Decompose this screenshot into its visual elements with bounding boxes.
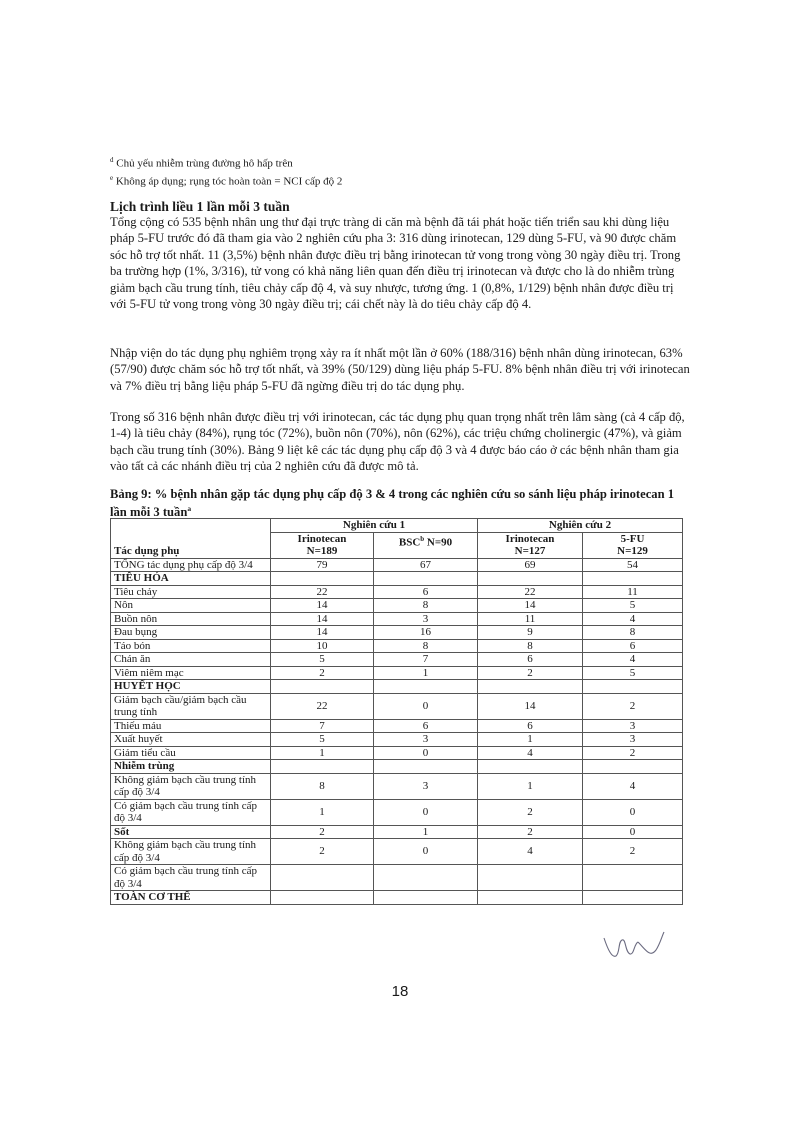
value-cell: 3: [583, 733, 683, 747]
value-cell: 0: [374, 839, 478, 865]
footnote-text: Chủ yếu nhiễm trùng đường hô hấp trên: [116, 157, 293, 170]
value-cell: 6: [478, 653, 583, 667]
value-cell: 2: [583, 693, 683, 719]
table-row: [111, 799, 683, 825]
value-cell: [478, 865, 583, 891]
value-cell: 2: [583, 746, 683, 760]
row-label: Buồn nôn: [111, 612, 271, 626]
row-label: Không giảm bạch cầu trung tính cấp độ 3/4: [111, 773, 271, 799]
value-cell: 0: [374, 746, 478, 760]
table-row: [111, 839, 683, 865]
value-cell: 4: [583, 773, 683, 799]
header-arm: [374, 532, 478, 558]
row-label: TỔNG tác dụng phụ cấp độ 3/4: [111, 558, 271, 572]
row-label: Đau bụng: [111, 626, 271, 640]
value-cell: 1: [478, 733, 583, 747]
header-adverse-event: Tác dụng phụ: [111, 532, 271, 558]
value-cell: 14: [478, 599, 583, 613]
value-cell: 3: [374, 773, 478, 799]
footnotes: [110, 153, 342, 188]
value-cell: 8: [374, 599, 478, 613]
value-cell: 2: [478, 666, 583, 680]
value-cell: 79: [271, 558, 374, 572]
value-cell: [374, 680, 478, 694]
row-label: Không giảm bạch cầu trung tính cấp độ 3/4: [111, 839, 271, 865]
value-cell: [478, 760, 583, 774]
footnote-d: [110, 153, 342, 171]
table-header-row-studies: [111, 519, 683, 533]
value-cell: 3: [583, 719, 683, 733]
value-cell: 8: [374, 639, 478, 653]
value-cell: 4: [583, 653, 683, 667]
value-cell: 7: [271, 719, 374, 733]
value-cell: [583, 680, 683, 694]
value-cell: 22: [271, 585, 374, 599]
value-cell: 5: [583, 599, 683, 613]
value-cell: 1: [478, 773, 583, 799]
value-cell: [374, 760, 478, 774]
value-cell: 14: [478, 693, 583, 719]
row-label: Nôn: [111, 599, 271, 613]
section-label: TIÊU HÓA: [111, 572, 271, 586]
value-cell: 69: [478, 558, 583, 572]
value-cell: 9: [478, 626, 583, 640]
table-row: [111, 865, 683, 891]
table-section-row: [111, 572, 683, 586]
value-cell: 4: [478, 839, 583, 865]
value-cell: 3: [374, 733, 478, 747]
table-title: [110, 487, 690, 519]
row-label: Xuất huyết: [111, 733, 271, 747]
value-cell: 2: [271, 666, 374, 680]
value-cell: 6: [374, 719, 478, 733]
value-cell: 5: [583, 666, 683, 680]
header-empty-cell: [111, 519, 271, 533]
table-row: [111, 719, 683, 733]
paragraph-3: Trong số 316 bệnh nhân được điều trị với irinotecan, các tác dụng phụ quan trọng nhất trên lâm sàng (cả 4 cấp độ, 1-4) là tiêu chảy (84%), rụng tóc (72%), buồn nôn (70%), nôn (62%), các triệu chứng cholinergic (47%), và giảm bạch cầu trung tính (30%). Bảng 9 liệt kê các tác dụng phụ cấp độ 3 và 4 được báo cáo ở các bệnh nhân tham gia vào tất cả các nhánh điều trị của 2 nghiên cứu đã được mô tả.: [110, 410, 685, 474]
arm-n: N=127: [514, 545, 546, 557]
row-label: Có giảm bạch cầu trung tính cấp độ 3/4: [111, 799, 271, 825]
value-cell: 2: [271, 825, 374, 839]
value-cell: [374, 891, 478, 905]
value-cell: [583, 865, 683, 891]
value-cell: 54: [583, 558, 683, 572]
value-cell: 16: [374, 626, 478, 640]
table-section-row: [111, 680, 683, 694]
value-cell: [374, 865, 478, 891]
arm-name: 5-FU: [620, 532, 645, 545]
row-label: Thiếu máu: [111, 719, 271, 733]
value-cell: [271, 891, 374, 905]
row-label: Táo bón: [111, 639, 271, 653]
table-row: [111, 773, 683, 799]
value-cell: 8: [478, 639, 583, 653]
value-cell: 11: [478, 612, 583, 626]
footnote-mark: e: [110, 173, 114, 182]
row-label: Giảm tiểu cầu: [111, 746, 271, 760]
value-cell: 2: [478, 799, 583, 825]
section-label: HUYẾT HỌC: [111, 680, 271, 694]
table-row: [111, 666, 683, 680]
header-arm: [583, 532, 683, 558]
table-section-row: [111, 891, 683, 905]
page-number: 18: [391, 983, 409, 1000]
value-cell: 6: [374, 585, 478, 599]
value-cell: 2: [271, 839, 374, 865]
value-cell: [583, 891, 683, 905]
footnote-text: Không áp dụng; rụng tóc hoàn toàn = NCI cấp độ 2: [115, 175, 343, 188]
section-label: Sốt: [111, 825, 271, 839]
value-cell: [374, 572, 478, 586]
table-row: [111, 653, 683, 667]
value-cell: 6: [478, 719, 583, 733]
table-section-row: [111, 825, 683, 839]
value-cell: [271, 572, 374, 586]
value-cell: 7: [374, 653, 478, 667]
value-cell: [478, 680, 583, 694]
footnote-e: [110, 171, 342, 189]
table-header-row-arms: [111, 532, 683, 558]
arm-name: BSC: [398, 536, 421, 549]
section-label: TOÀN CƠ THỂ: [111, 891, 271, 905]
value-cell: [478, 572, 583, 586]
value-cell: 0: [374, 693, 478, 719]
value-cell: 8: [583, 626, 683, 640]
table-title-text: Bảng 9: % bệnh nhân gặp tác dụng phụ cấp độ 3 & 4 trong các nghiên cứu so sánh liệu pháp irinotecan 1 lần mỗi 3 tuần: [110, 487, 675, 519]
adverse-events-table: [110, 518, 683, 905]
value-cell: 5: [271, 653, 374, 667]
table-row: [111, 558, 683, 572]
value-cell: 1: [374, 666, 478, 680]
row-label: Tiêu chảy: [111, 585, 271, 599]
value-cell: 22: [271, 693, 374, 719]
value-cell: 1: [271, 799, 374, 825]
handwritten-signature: [598, 928, 668, 964]
value-cell: [583, 572, 683, 586]
section-title: Lịch trình liều 1 lần mỗi 3 tuần: [110, 199, 290, 214]
footnote-mark: d: [110, 156, 114, 164]
value-cell: 14: [271, 612, 374, 626]
row-label: Chán ăn: [111, 653, 271, 667]
table-row: [111, 639, 683, 653]
table-row: [111, 733, 683, 747]
value-cell: 11: [583, 585, 683, 599]
paragraph-1: Tổng cộng có 535 bệnh nhân ung thư đại trực tràng di căn mà bệnh đã tái phát hoặc tiến triển sau khi dùng liệu pháp 5-FU trước đó đã tham gia vào 2 nghiên cứu pha 3: 316 dùng irinotecan, 129 dùng 5-FU, và 90 được chăm sóc hỗ trợ tốt nhất. 11 (3,5%) bệnh nhân được điều trị bằng irinotecan tử vong trong vòng 30 ngày điều trị. Trong ba trường hợp (1%, 3/316), tử vong có khả năng liên quan đến điều trị irinotecan và được cho là do nhiễm trùng giảm bạch cầu trung tính, tiêu chảy cấp độ 4, và suy nhược, tương ứng. 1 (0,8%, 1/129) bệnh nhân được điều trị với 5-FU tử vong trong vòng 30 ngày điều trị; cái chết này là do tiêu chảy cấp độ 4.: [110, 215, 681, 312]
arm-n: N=90: [424, 536, 453, 549]
value-cell: 6: [583, 639, 683, 653]
value-cell: [271, 680, 374, 694]
value-cell: 8: [271, 773, 374, 799]
value-cell: 67: [374, 558, 478, 572]
table-row: [111, 693, 683, 719]
row-label: Có giảm bạch cầu trung tính cấp độ 3/4: [111, 865, 271, 891]
value-cell: 5: [271, 733, 374, 747]
value-cell: [271, 760, 374, 774]
table-title-footnote-mark: a: [187, 503, 192, 513]
arm-n: N=129: [617, 545, 648, 557]
section-label: Nhiễm trùng: [111, 760, 271, 774]
value-cell: 3: [374, 612, 478, 626]
value-cell: 4: [478, 746, 583, 760]
value-cell: 22: [478, 585, 583, 599]
value-cell: 1: [271, 746, 374, 760]
value-cell: 4: [583, 612, 683, 626]
table-section-row: [111, 760, 683, 774]
value-cell: 2: [478, 825, 583, 839]
value-cell: [583, 760, 683, 774]
value-cell: [271, 865, 374, 891]
value-cell: 0: [583, 825, 683, 839]
row-label: Giảm bạch cầu/giảm bạch cầu trung tính: [111, 693, 271, 719]
value-cell: 2: [583, 839, 683, 865]
header-arm: [271, 532, 374, 558]
value-cell: 0: [374, 799, 478, 825]
table-row: [111, 599, 683, 613]
header-study-2: Nghiên cứu 2: [478, 519, 683, 533]
value-cell: [478, 891, 583, 905]
arm-name: Irinotecan: [505, 532, 555, 545]
table-row: [111, 746, 683, 760]
arm-n: N=189: [306, 545, 338, 557]
header-arm: [478, 532, 583, 558]
table-row: [111, 585, 683, 599]
value-cell: 0: [583, 799, 683, 825]
table-row: [111, 612, 683, 626]
header-study-1: Nghiên cứu 1: [271, 519, 478, 533]
paragraph-2: Nhập viện do tác dụng phụ nghiêm trọng xảy ra ít nhất một lần ở 60% (188/316) bệnh nhân dùng irinotecan, 63% (57/90) được chăm sóc hỗ trợ tốt nhất, và 39% (50/129) dùng liệu pháp 5-FU. 8% bệnh nhân điều trị với irinotecan và 7% điều trị bằng liệu pháp 5-FU đã ngừng điều trị do tác dụng phụ.: [110, 346, 690, 393]
row-label: Viêm niêm mạc: [111, 666, 271, 680]
table-body: [111, 558, 683, 904]
table-row: [111, 626, 683, 640]
arm-footnote-mark: b: [420, 534, 425, 543]
value-cell: 1: [374, 825, 478, 839]
value-cell: 10: [271, 639, 374, 653]
arm-name: Irinotecan: [297, 532, 347, 545]
value-cell: 14: [271, 626, 374, 640]
value-cell: 14: [271, 599, 374, 613]
